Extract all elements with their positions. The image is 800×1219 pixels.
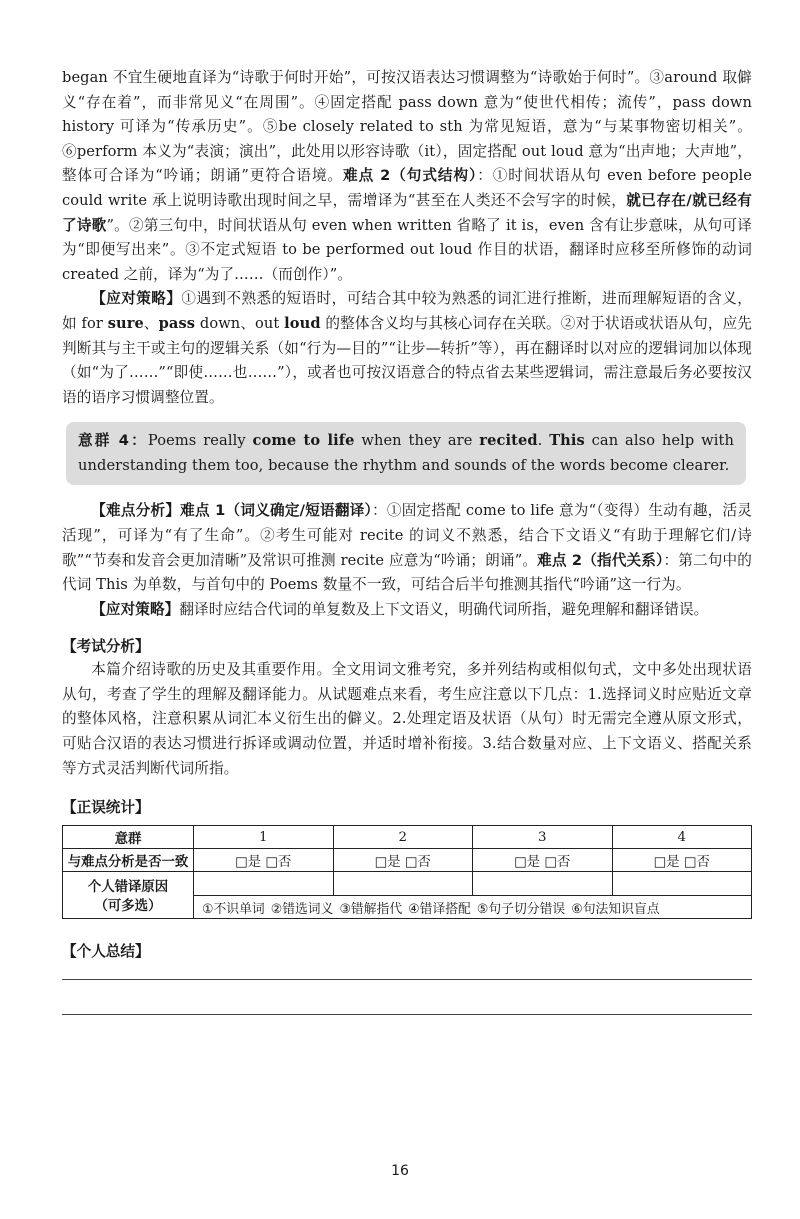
bold-word: loud bbox=[284, 314, 321, 332]
blank-cell[interactable] bbox=[612, 872, 752, 896]
difficulty-heading: 难点 2（指代关系） bbox=[537, 551, 664, 569]
col-header: 2 bbox=[333, 826, 473, 849]
text-segment: when they are bbox=[354, 432, 480, 450]
text-segment: ”。②第三句中，时间状语从句 even when written 省略了 it is，even 含有让步意味，从句可译为“即便写出来”。③不定式短语 to be performed out loud 作目的状语，翻译时应移至所修饰的动词 created 之前，译为“为了……（而创作）”。 bbox=[62, 216, 752, 283]
row-label-consistency: 与难点分析是否一致 bbox=[63, 849, 194, 872]
paragraph-strategy-1 bbox=[62, 287, 752, 410]
row-label-line: 个人错译原因 bbox=[87, 880, 169, 896]
paragraph-analysis-4 bbox=[62, 499, 752, 597]
text-segment: began 不宜生硬地直译为“诗歌于何时开始”，可按汉语表达习惯调整为“诗歌始于何时”。③around 取僻义“存在着”，而非常见义“在周围”。④固定搭配 pass down 意为“使世代相传；流传”，pass down history 可译为“传承历史”。⑤be closely related to sth 为常见短语，意为“与某事物密切相关”。⑥perform 本义为“表演；演出”，此处用以形容诗歌（it），固定搭配 out loud 意为“出声地；大声地”，整体可合译为“吟诵；朗诵”更符合语境。 bbox=[62, 69, 752, 185]
sense-group-4-box bbox=[66, 422, 746, 485]
paragraph-difficulty-2 bbox=[62, 66, 752, 287]
yes-no-checkbox[interactable]: □是 □否 bbox=[194, 849, 334, 872]
bold-translation: 就已存在/就已经有了诗歌 bbox=[62, 191, 752, 234]
col-header: 4 bbox=[612, 826, 752, 849]
text-segment: ：①固定搭配 come to life 意为“（变得）生动有趣，活灵活现”，可译为“有了生命”。②考生可能对 recite 的词义不熟悉，结合下文语义“有助于理解它们/诗歌”“节奏和发音会更加清晰”及常识可推测 recite 应意为“吟诵；朗诵”。 bbox=[62, 502, 752, 569]
text-segment: 、 bbox=[143, 314, 159, 332]
bold-phrase: recited bbox=[479, 432, 538, 450]
text-segment: . bbox=[537, 432, 550, 450]
summary-line[interactable] bbox=[62, 1014, 752, 1015]
blank-cell[interactable] bbox=[194, 872, 334, 896]
error-reason-options: ①不识单词 ②错选词义 ③错解指代 ④错译搭配 ⑤句子切分错误 ⑥句法知识盲点 bbox=[194, 895, 752, 919]
bold-word: sure bbox=[107, 314, 144, 332]
bold-word: pass bbox=[158, 314, 196, 332]
paragraph-strategy-2 bbox=[62, 598, 752, 623]
text-segment: ：①时间状语从句 even before people could write 承上说明诗歌出现时间之早，需增译为“甚至在人类还不会写字的时候， bbox=[62, 167, 753, 209]
strategy-heading: 【应对策略】 bbox=[91, 600, 180, 618]
text-segment: 的整体含义均与其核心词存在关联。②对于状语或状语从句，应先判断其与主干或主句的逻辑关系（如“行为—目的”“让步—转折”等），再在翻译时以对应的逻辑词加以体现（如“为了……”“即使……也……”），或者也可按汉语意合的特点省去某些逻辑词，需注意最后务必要按汉语的语序习惯调整位置。 bbox=[62, 314, 752, 406]
exam-analysis-title: 【考试分析】 bbox=[62, 638, 150, 656]
summary-title: 【个人总结】 bbox=[62, 943, 150, 961]
stats-table bbox=[62, 825, 752, 919]
bold-phrase: come to life bbox=[252, 432, 355, 450]
stats-title: 【正误统计】 bbox=[62, 799, 150, 817]
text-segment: Poems really bbox=[147, 432, 253, 450]
exam-analysis-text: 本篇介绍诗歌的历史及其重要作用。全文用词文雅考究，多并列结构或相似句式，文中多处出现状语从句，考查了学生的理解及翻译能力。从试题难点来看，考生应注意以下几点：1.选择词义时应贴近文章的整体风格，注意积累从词汇本义衍生出的僻义。2.处理定语及状语（从句）时无需完全遵从原文形式，可贴合汉语的表达习惯进行拆译或调动位置，并适时增补衔接。3.结合数量对应、上下文语义、搭配关系等方式灵活判断代词所指。 bbox=[62, 661, 752, 777]
blank-cell[interactable] bbox=[333, 872, 473, 896]
text-segment: 翻译时应结合代词的单复数及上下文语义，明确代词所指，避免理解和翻译错误。 bbox=[179, 600, 709, 618]
text-segment: down、out bbox=[195, 314, 285, 332]
table-row-consistency bbox=[63, 849, 752, 872]
strategy-heading: 【应对策略】 bbox=[91, 290, 182, 308]
difficulty-heading: 难点 2（句式结构） bbox=[343, 167, 478, 185]
sense-group-label: 意群 4： bbox=[78, 432, 148, 450]
table-row-error-reason bbox=[63, 872, 752, 896]
text-segment: ①遇到不熟悉的短语时，可结合其中较为熟悉的词汇进行推断，进而理解短语的含义，如 for bbox=[62, 290, 752, 332]
page-number: 16 bbox=[391, 1163, 409, 1179]
table-header-row bbox=[63, 826, 752, 849]
row-label-error-reason bbox=[63, 872, 194, 919]
text-segment: ：第二句中的代词 This 为单数，与首句中的 Poems 数量不一致，可结合后半句推测其指代“吟诵”这一行为。 bbox=[62, 551, 752, 594]
yes-no-checkbox[interactable]: □是 □否 bbox=[612, 849, 752, 872]
col-header: 1 bbox=[194, 826, 334, 849]
bold-phrase: This bbox=[549, 432, 585, 450]
summary-line[interactable] bbox=[62, 979, 752, 980]
yes-no-checkbox[interactable]: □是 □否 bbox=[333, 849, 473, 872]
yes-no-checkbox[interactable]: □是 □否 bbox=[473, 849, 613, 872]
col-header: 3 bbox=[473, 826, 613, 849]
row-label-line: （可多选） bbox=[94, 899, 162, 915]
col-header-sense-group: 意群 bbox=[63, 826, 194, 849]
analysis-heading: 【难点分析】难点 1（词义确定/短语翻译） bbox=[91, 502, 373, 520]
text-segment: can also help with understanding them too, because the rhythm and sounds of the words become clearer. bbox=[78, 432, 734, 475]
blank-cell[interactable] bbox=[473, 872, 613, 896]
page-content bbox=[62, 66, 752, 1015]
